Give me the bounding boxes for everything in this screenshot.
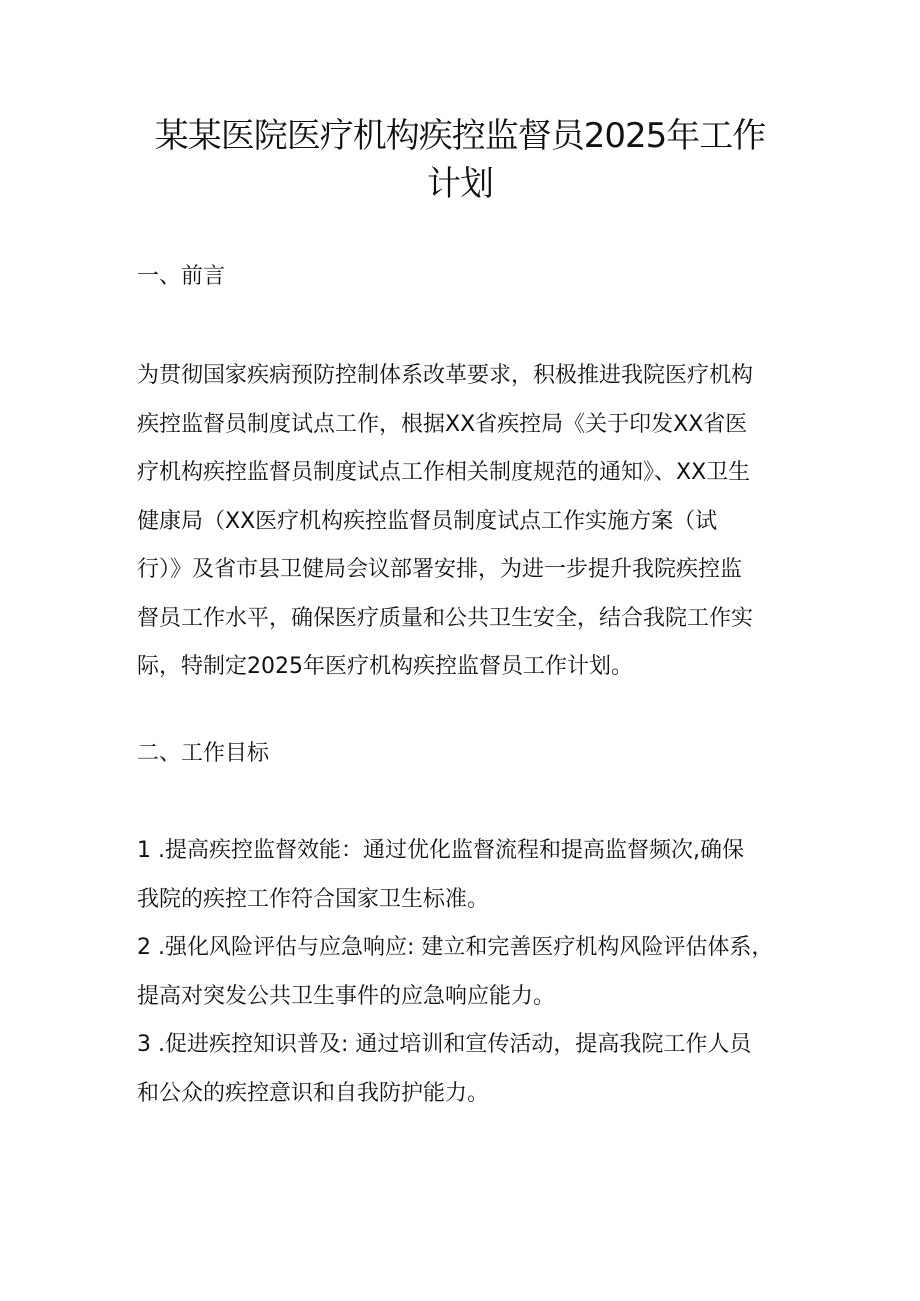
preface-paragraph xyxy=(137,352,787,692)
title-line: 计划 xyxy=(427,164,493,204)
document-title xyxy=(150,112,770,208)
section-heading-goals: 二、工作目标 xyxy=(137,741,270,766)
text-line: 为贯彻国家疾病预防控制体系改革要求，积极推进我院医疗机构 xyxy=(137,363,754,388)
goal-line: 我院的疾控工作符合国家卫生标准。 xyxy=(137,886,490,912)
text-line: 际，特制定2025年医疗机构疾控监督员工作计划。 xyxy=(137,654,633,679)
goal-line: 1 .提高疾控监督效能：通过优化监督流程和提高监督频次,确保 xyxy=(137,838,744,863)
text-line: 督员工作水平，确保医疗质量和公共卫生安全，结合我院工作实 xyxy=(137,605,754,631)
goal-line: 2 .强化风险评估与应急响应: 建立和完善医疗机构风险评估体系， xyxy=(137,935,774,960)
text-line: 疾控监督员制度试点工作，根据XX省疾控局《关于印发XX省医 xyxy=(137,411,748,437)
text-line: 疗机构疾控监督员制度试点工作相关制度规范的通知》、XX卫生 xyxy=(137,460,751,485)
section-heading-preface: 一、前言 xyxy=(137,264,226,289)
goals-list xyxy=(137,827,787,1118)
goal-line: 和公众的疾控意识和自我防护能力。 xyxy=(137,1080,490,1106)
goal-line: 提高对突发公共卫生事件的应急响应能力。 xyxy=(137,983,556,1009)
title-line: 某某医院医疗机构疾控监督员2025年工作 xyxy=(154,116,766,156)
text-line: 行）》及省市县卫健局会议部署安排，为进一步提升我院疾控监 xyxy=(137,557,743,582)
text-line: 健康局（XX医疗机构疾控监督员制度试点工作实施方案（试 xyxy=(137,508,718,534)
goal-line: 3 .促进疾控知识普及: 通过培训和宣传活动，提高我院工作人员 xyxy=(137,1032,752,1057)
